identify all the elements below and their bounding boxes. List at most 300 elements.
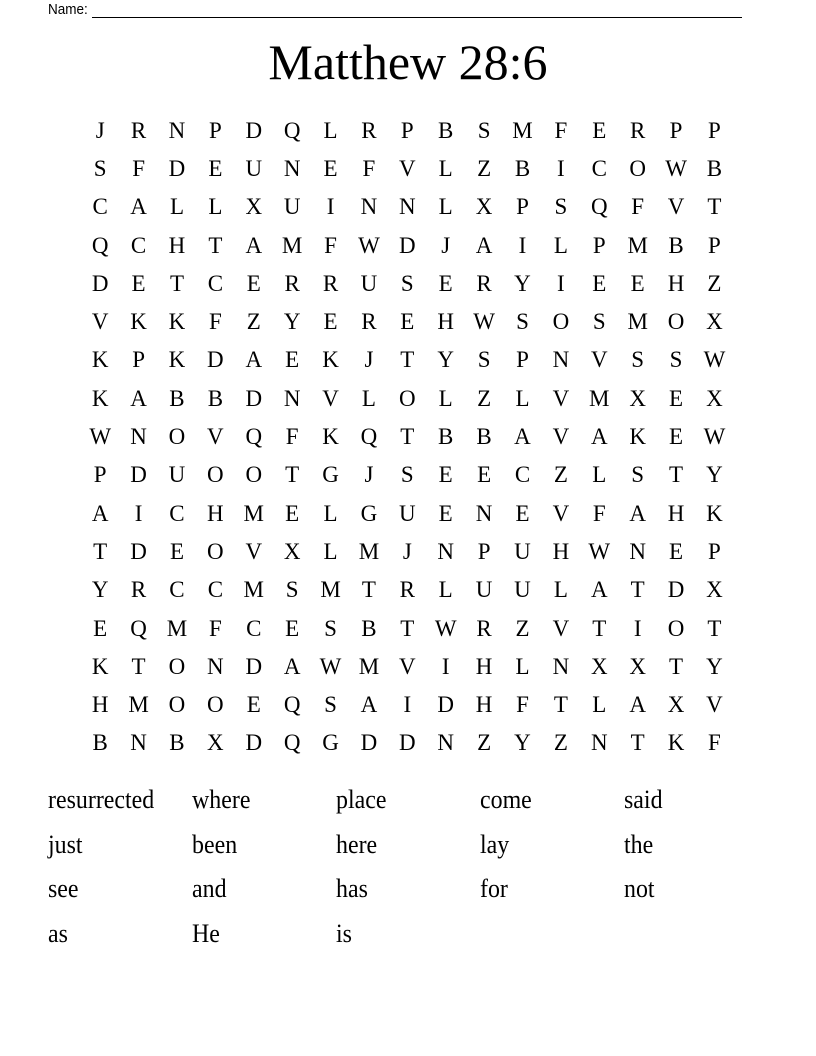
grid-cell[interactable]: X	[667, 692, 685, 718]
grid-cell[interactable]: O	[168, 424, 186, 450]
grid-cell[interactable]: Z	[477, 385, 492, 411]
grid-cell[interactable]: D	[130, 462, 147, 488]
grid-cell[interactable]: B	[438, 424, 454, 450]
grid-cell[interactable]: V	[399, 155, 416, 181]
grid-cell[interactable]: X	[475, 194, 493, 220]
grid-cell[interactable]: Q	[590, 194, 608, 220]
grid-cell[interactable]: Q	[245, 424, 263, 450]
grid-cell[interactable]: F	[285, 424, 299, 450]
word-list-item: resurrected	[48, 785, 155, 814]
grid-cell[interactable]: Z	[553, 462, 568, 488]
grid-cell[interactable]: C	[92, 194, 108, 220]
grid-cell[interactable]: Q	[283, 692, 301, 718]
grid-cell[interactable]: N	[629, 538, 646, 564]
grid-cell[interactable]: A	[629, 692, 646, 718]
grid-cell[interactable]: P	[132, 347, 145, 373]
grid-cell[interactable]: K	[91, 653, 109, 679]
grid-cell[interactable]: E	[669, 385, 684, 411]
grid-cell[interactable]: N	[283, 155, 301, 181]
grid-cell[interactable]: E	[285, 615, 300, 641]
grid-cell[interactable]: R	[476, 615, 492, 641]
grid-cell[interactable]: F	[324, 232, 337, 258]
grid-cell[interactable]: V	[667, 194, 685, 220]
grid-cell[interactable]: F	[208, 309, 222, 335]
grid-cell[interactable]: A	[130, 385, 147, 411]
grid-cell[interactable]: I	[403, 692, 412, 718]
grid-cell[interactable]: L	[361, 385, 376, 411]
grid-cell[interactable]: N	[399, 194, 416, 220]
grid-cell[interactable]: T	[630, 730, 645, 756]
grid-cell[interactable]: P	[708, 232, 721, 258]
grid-cell[interactable]: Y	[706, 653, 723, 679]
grid-cell[interactable]: S	[631, 347, 645, 373]
grid-cell[interactable]: A	[590, 424, 608, 450]
grid-cell[interactable]: L	[323, 117, 338, 143]
grid-cell[interactable]: L	[438, 385, 453, 411]
grid-cell[interactable]: L	[323, 500, 338, 526]
grid-cell[interactable]: S	[631, 462, 645, 488]
grid-cell[interactable]: E	[285, 347, 300, 373]
grid-cell[interactable]: U	[475, 577, 493, 603]
grid-cell[interactable]: D	[399, 232, 416, 258]
grid-cell[interactable]: I	[441, 653, 450, 679]
grid-cell[interactable]: F	[554, 117, 568, 143]
grid-cell[interactable]: J	[441, 232, 451, 258]
grid-cell[interactable]: P	[400, 117, 414, 143]
grid-cell[interactable]: W	[358, 232, 380, 258]
grid-cell[interactable]: M	[128, 692, 149, 718]
grid-cell[interactable]: W	[703, 424, 726, 450]
grid-cell[interactable]: C	[246, 615, 262, 641]
grid-cell[interactable]: Q	[360, 424, 378, 450]
grid-cell[interactable]: A	[514, 424, 531, 450]
grid-cell[interactable]: D	[168, 155, 186, 181]
grid-cell[interactable]: U	[514, 577, 531, 603]
grid-cell[interactable]: O	[667, 309, 685, 335]
grid-cell[interactable]: A	[91, 500, 109, 526]
grid-cell[interactable]: C	[130, 232, 147, 258]
grid-cell[interactable]: R	[322, 270, 339, 296]
grid-cell[interactable]: U	[283, 194, 301, 220]
grid-cell[interactable]: S	[285, 577, 299, 603]
grid-cell[interactable]: W	[89, 424, 112, 450]
grid-cell[interactable]: O	[399, 385, 416, 411]
grid-cell[interactable]: T	[553, 692, 568, 718]
grid-cell[interactable]: L	[438, 577, 453, 603]
grid-cell[interactable]: L	[515, 653, 530, 679]
grid-cell[interactable]: T	[630, 577, 645, 603]
grid-cell[interactable]: Y	[283, 309, 301, 335]
word-list-item: just	[48, 829, 83, 859]
grid-cell[interactable]: C	[169, 577, 185, 603]
grid-cell[interactable]: U	[514, 538, 531, 564]
grid-cell[interactable]: D	[399, 730, 416, 756]
word-list-item: not	[624, 874, 655, 904]
grid-cell[interactable]: X	[706, 309, 723, 335]
grid-cell[interactable]: B	[514, 155, 531, 181]
grid-cell[interactable]: O	[245, 462, 263, 488]
grid-cell[interactable]: P	[708, 117, 721, 143]
grid-cell[interactable]: S	[477, 117, 491, 143]
grid-cell[interactable]: M	[281, 232, 303, 258]
grid-cell[interactable]: K	[91, 347, 109, 373]
grid-cell[interactable]: H	[91, 692, 109, 718]
grid-cell[interactable]: E	[208, 155, 223, 181]
grid-cell[interactable]: R	[629, 117, 646, 143]
word-list-item: said	[624, 785, 663, 814]
grid-cell[interactable]: C	[207, 270, 224, 296]
grid-cell[interactable]: A	[629, 500, 646, 526]
grid-cell[interactable]: X	[283, 538, 301, 564]
grid-cell[interactable]: D	[130, 538, 147, 564]
grid-cell[interactable]: E	[669, 538, 684, 564]
word-list-item: as	[48, 919, 68, 949]
grid-cell[interactable]: K	[130, 309, 147, 335]
grid-cell[interactable]: F	[592, 500, 606, 526]
grid-cell[interactable]: C	[514, 462, 531, 488]
grid-cell[interactable]: A	[360, 692, 378, 718]
grid-cell[interactable]: T	[400, 615, 415, 641]
grid-cell[interactable]: P	[592, 232, 606, 258]
grid-cell[interactable]: B	[476, 424, 492, 450]
grid-cell[interactable]: X	[207, 730, 224, 756]
grid-cell[interactable]: F	[208, 615, 222, 641]
grid-cell[interactable]: T	[707, 194, 722, 220]
grid-cell[interactable]: R	[130, 117, 147, 143]
grid-cell[interactable]: L	[323, 538, 338, 564]
grid-cell[interactable]: D	[667, 577, 685, 603]
grid-cell[interactable]: L	[208, 194, 223, 220]
grid-cell[interactable]: L	[515, 385, 530, 411]
grid-cell[interactable]: D	[207, 347, 224, 373]
grid-cell[interactable]: A	[475, 232, 493, 258]
grid-cell[interactable]: V	[552, 500, 570, 526]
grid-cell[interactable]: G	[360, 500, 378, 526]
grid-cell[interactable]: L	[553, 232, 568, 258]
grid-cell[interactable]: T	[400, 424, 415, 450]
word-list-item: lay	[480, 829, 510, 859]
grid-cell[interactable]: N	[552, 653, 570, 679]
grid-cell[interactable]: L	[553, 577, 568, 603]
grid-cell[interactable]: E	[438, 270, 453, 296]
grid-cell[interactable]: Z	[515, 615, 530, 641]
grid-cell[interactable]: K	[322, 424, 339, 450]
grid-cell[interactable]: M	[320, 577, 341, 603]
grid-cell[interactable]: I	[134, 500, 143, 526]
grid-cell[interactable]: E	[592, 117, 607, 143]
grid-cell[interactable]: U	[399, 500, 416, 526]
grid-cell[interactable]: D	[245, 117, 263, 143]
grid-cell[interactable]: V	[245, 538, 263, 564]
grid-cell[interactable]: N	[437, 730, 455, 756]
grid-cell[interactable]: Z	[246, 309, 261, 335]
grid-cell[interactable]: T	[669, 653, 684, 679]
grid-cell[interactable]: V	[322, 385, 339, 411]
grid-cell[interactable]: F	[132, 155, 145, 181]
grid-cell[interactable]: M	[243, 577, 264, 603]
grid-cell[interactable]: E	[285, 500, 300, 526]
grid-cell[interactable]: R	[361, 309, 377, 335]
word-list-item: come	[480, 785, 532, 814]
grid-cell[interactable]: N	[360, 194, 378, 220]
grid-cell[interactable]: P	[208, 117, 222, 143]
grid-cell[interactable]: V	[590, 347, 608, 373]
grid-cell[interactable]: E	[93, 615, 108, 641]
grid-cell[interactable]: J	[364, 347, 374, 373]
grid-cell[interactable]: L	[592, 462, 607, 488]
grid-cell[interactable]: G	[322, 730, 339, 756]
grid-cell[interactable]: N	[552, 347, 570, 373]
grid-cell[interactable]: B	[169, 385, 185, 411]
grid-cell[interactable]: T	[592, 615, 607, 641]
grid-cell[interactable]: U	[245, 155, 263, 181]
grid-cell[interactable]: B	[92, 730, 108, 756]
grid-cell[interactable]: O	[629, 155, 646, 181]
grid-cell[interactable]: A	[130, 194, 147, 220]
grid-cell[interactable]: H	[168, 232, 186, 258]
grid-cell[interactable]: E	[400, 309, 415, 335]
grid-cell[interactable]: H	[475, 692, 493, 718]
grid-cell[interactable]: N	[475, 500, 493, 526]
grid-cell[interactable]: K	[322, 347, 339, 373]
grid-cell[interactable]: G	[322, 462, 339, 488]
grid-cell[interactable]: O	[207, 538, 224, 564]
grid-cell[interactable]: B	[438, 117, 454, 143]
grid-cell[interactable]: R	[399, 577, 415, 603]
grid-cell[interactable]: T	[93, 538, 108, 564]
grid-cell[interactable]: W	[588, 538, 611, 564]
grid-cell[interactable]: T	[285, 462, 300, 488]
grid-cell[interactable]: T	[131, 653, 146, 679]
grid-cell[interactable]: E	[515, 500, 530, 526]
grid-cell[interactable]: M	[589, 385, 610, 411]
grid-cell[interactable]: T	[669, 462, 684, 488]
grid-cell[interactable]: L	[438, 194, 453, 220]
grid-cell[interactable]: E	[477, 462, 492, 488]
grid-cell[interactable]: L	[592, 692, 607, 718]
grid-cell[interactable]: F	[362, 155, 376, 181]
grid-cell[interactable]: D	[360, 730, 378, 756]
grid-cell[interactable]: F	[708, 730, 721, 756]
grid-cell[interactable]: M	[243, 500, 264, 526]
word-list-item: has	[336, 874, 368, 904]
grid-cell[interactable]: E	[669, 424, 684, 450]
grid-cell[interactable]: E	[438, 462, 453, 488]
grid-cell[interactable]: C	[591, 155, 607, 181]
grid-cell[interactable]: L	[438, 155, 453, 181]
grid-cell[interactable]: K	[667, 730, 685, 756]
grid-cell[interactable]: U	[360, 270, 378, 296]
grid-cell[interactable]: E	[592, 270, 607, 296]
grid-cell[interactable]: Q	[283, 117, 301, 143]
grid-cell[interactable]: N	[168, 117, 186, 143]
grid-cell[interactable]: Y	[514, 270, 531, 296]
grid-cell[interactable]: P	[669, 117, 683, 143]
grid-cell[interactable]: O	[168, 692, 186, 718]
grid-cell[interactable]: H	[437, 309, 455, 335]
grid-cell[interactable]: M	[627, 232, 648, 258]
name-field-row	[48, 0, 742, 18]
grid-cell[interactable]: O	[207, 692, 224, 718]
grid-cell[interactable]: K	[91, 385, 109, 411]
grid-cell[interactable]: T	[707, 615, 722, 641]
grid-cell[interactable]: E	[169, 538, 184, 564]
grid-cell[interactable]: S	[400, 270, 414, 296]
grid-cell[interactable]: N	[590, 730, 608, 756]
grid-cell[interactable]: E	[323, 309, 338, 335]
grid-cell[interactable]: O	[552, 309, 570, 335]
grid-cell[interactable]: V	[399, 653, 416, 679]
grid-cell[interactable]: S	[477, 347, 491, 373]
grid-cell[interactable]: Y	[514, 730, 531, 756]
grid-cell[interactable]: E	[246, 692, 261, 718]
grid-cell[interactable]: M	[512, 117, 533, 143]
grid-cell[interactable]: O	[168, 653, 186, 679]
grid-cell[interactable]: I	[326, 194, 335, 220]
grid-cell[interactable]: X	[590, 653, 608, 679]
grid-cell[interactable]: O	[667, 615, 685, 641]
grid-cell[interactable]: S	[400, 462, 414, 488]
grid-cell[interactable]: A	[590, 577, 608, 603]
grid-cell[interactable]: S	[554, 194, 568, 220]
grid-cell[interactable]: X	[706, 385, 723, 411]
grid-cell[interactable]: W	[434, 615, 457, 641]
grid-cell[interactable]: J	[95, 117, 105, 143]
grid-cell[interactable]: K	[168, 347, 186, 373]
grid-cell[interactable]: Q	[130, 615, 147, 641]
grid-cell[interactable]: K	[629, 424, 646, 450]
grid-cell[interactable]: S	[516, 309, 529, 335]
grid-cell[interactable]: V	[552, 385, 570, 411]
grid-cell[interactable]: A	[245, 232, 263, 258]
grid-cell[interactable]: I	[633, 615, 642, 641]
grid-cell[interactable]: V	[91, 309, 109, 335]
grid-cell[interactable]: R	[476, 270, 492, 296]
grid-cell[interactable]: Q	[283, 730, 301, 756]
grid-cell[interactable]: P	[516, 347, 529, 373]
grid-cell[interactable]: K	[168, 309, 186, 335]
grid-cell[interactable]: C	[169, 500, 185, 526]
grid-cell[interactable]: X	[629, 385, 646, 411]
grid-cell[interactable]: H	[552, 538, 570, 564]
grid-cell[interactable]: B	[169, 730, 185, 756]
grid-cell[interactable]: V	[706, 692, 723, 718]
grid-cell[interactable]: M	[166, 615, 188, 641]
grid-cell[interactable]: Q	[91, 232, 109, 258]
grid-cell[interactable]: X	[706, 577, 723, 603]
grid-cell[interactable]: N	[130, 730, 147, 756]
grid-cell[interactable]: P	[93, 462, 107, 488]
grid-cell[interactable]: D	[245, 730, 263, 756]
grid-cell[interactable]: S	[93, 155, 107, 181]
grid-cell[interactable]: T	[400, 347, 415, 373]
grid-cell[interactable]: A	[245, 347, 263, 373]
grid-cell[interactable]: N	[130, 424, 147, 450]
grid-cell[interactable]: T	[361, 577, 376, 603]
grid-cell[interactable]: Z	[707, 270, 722, 296]
grid-cell[interactable]: E	[246, 270, 261, 296]
grid-cell[interactable]: D	[245, 385, 263, 411]
grid-cell[interactable]: M	[627, 309, 648, 335]
grid-cell[interactable]: R	[361, 117, 377, 143]
grid-cell[interactable]: V	[207, 424, 224, 450]
grid-cell[interactable]: T	[169, 270, 184, 296]
grid-cell[interactable]: S	[592, 309, 606, 335]
grid-cell[interactable]: B	[668, 232, 684, 258]
grid-cell[interactable]: X	[629, 653, 646, 679]
grid-cell[interactable]: H	[207, 500, 224, 526]
grid-cell[interactable]: P	[708, 538, 721, 564]
grid-cell[interactable]: Y	[437, 347, 455, 373]
grid-cell[interactable]: Y	[706, 462, 723, 488]
grid-cell[interactable]: J	[364, 462, 374, 488]
grid-cell[interactable]: P	[477, 538, 491, 564]
grid-cell[interactable]: S	[324, 692, 337, 718]
grid-cell[interactable]: H	[475, 653, 493, 679]
grid-cell[interactable]: N	[437, 538, 455, 564]
grid-cell[interactable]: W	[319, 653, 342, 679]
grid-cell[interactable]: B	[706, 155, 723, 181]
grid-cell[interactable]: V	[552, 424, 570, 450]
grid-cell[interactable]: Z	[553, 730, 568, 756]
grid-cell[interactable]: D	[245, 653, 263, 679]
grid-cell[interactable]: L	[169, 194, 184, 220]
grid-cell[interactable]: N	[283, 385, 301, 411]
grid-cell[interactable]: V	[552, 615, 570, 641]
grid-cell[interactable]: S	[669, 347, 683, 373]
grid-cell[interactable]: E	[323, 155, 338, 181]
grid-cell[interactable]: J	[402, 538, 412, 564]
grid-cell[interactable]: W	[473, 309, 495, 335]
grid-cell[interactable]: R	[284, 270, 300, 296]
grid-cell[interactable]: F	[516, 692, 529, 718]
grid-cell[interactable]: E	[630, 270, 645, 296]
grid-cell[interactable]: D	[437, 692, 455, 718]
grid-cell[interactable]: Z	[477, 730, 492, 756]
grid-cell[interactable]: W	[665, 155, 687, 181]
grid-cell[interactable]: D	[91, 270, 109, 296]
grid-cell[interactable]: F	[631, 194, 645, 220]
grid-cell[interactable]: S	[324, 615, 337, 641]
grid-cell[interactable]: X	[245, 194, 263, 220]
grid-cell[interactable]: U	[168, 462, 186, 488]
grid-cell[interactable]: E	[131, 270, 146, 296]
grid-cell[interactable]: I	[557, 270, 565, 296]
grid-cell[interactable]: B	[361, 615, 377, 641]
grid-cell[interactable]: B	[207, 385, 224, 411]
grid-cell[interactable]: O	[207, 462, 224, 488]
grid-cell[interactable]: T	[208, 232, 223, 258]
grid-cell[interactable]: C	[207, 577, 224, 603]
grid-cell[interactable]: M	[358, 653, 380, 679]
grid-cell[interactable]: M	[358, 538, 380, 564]
grid-cell[interactable]: A	[283, 653, 301, 679]
grid-cell[interactable]: N	[207, 653, 224, 679]
grid-cell[interactable]: Z	[477, 155, 492, 181]
grid-cell[interactable]: H	[667, 270, 685, 296]
grid-cell[interactable]: W	[703, 347, 726, 373]
grid-cell[interactable]: I	[557, 155, 565, 181]
grid-cell[interactable]: P	[516, 194, 529, 220]
grid-cell[interactable]: H	[667, 500, 685, 526]
grid-cell[interactable]: E	[438, 500, 453, 526]
name-blank-line[interactable]	[92, 2, 742, 18]
grid-cell[interactable]: R	[130, 577, 147, 603]
grid-cell[interactable]: Y	[91, 577, 109, 603]
grid-cell[interactable]: I	[518, 232, 527, 258]
word-list-item: and	[192, 874, 227, 904]
grid-cell[interactable]: K	[706, 500, 723, 526]
